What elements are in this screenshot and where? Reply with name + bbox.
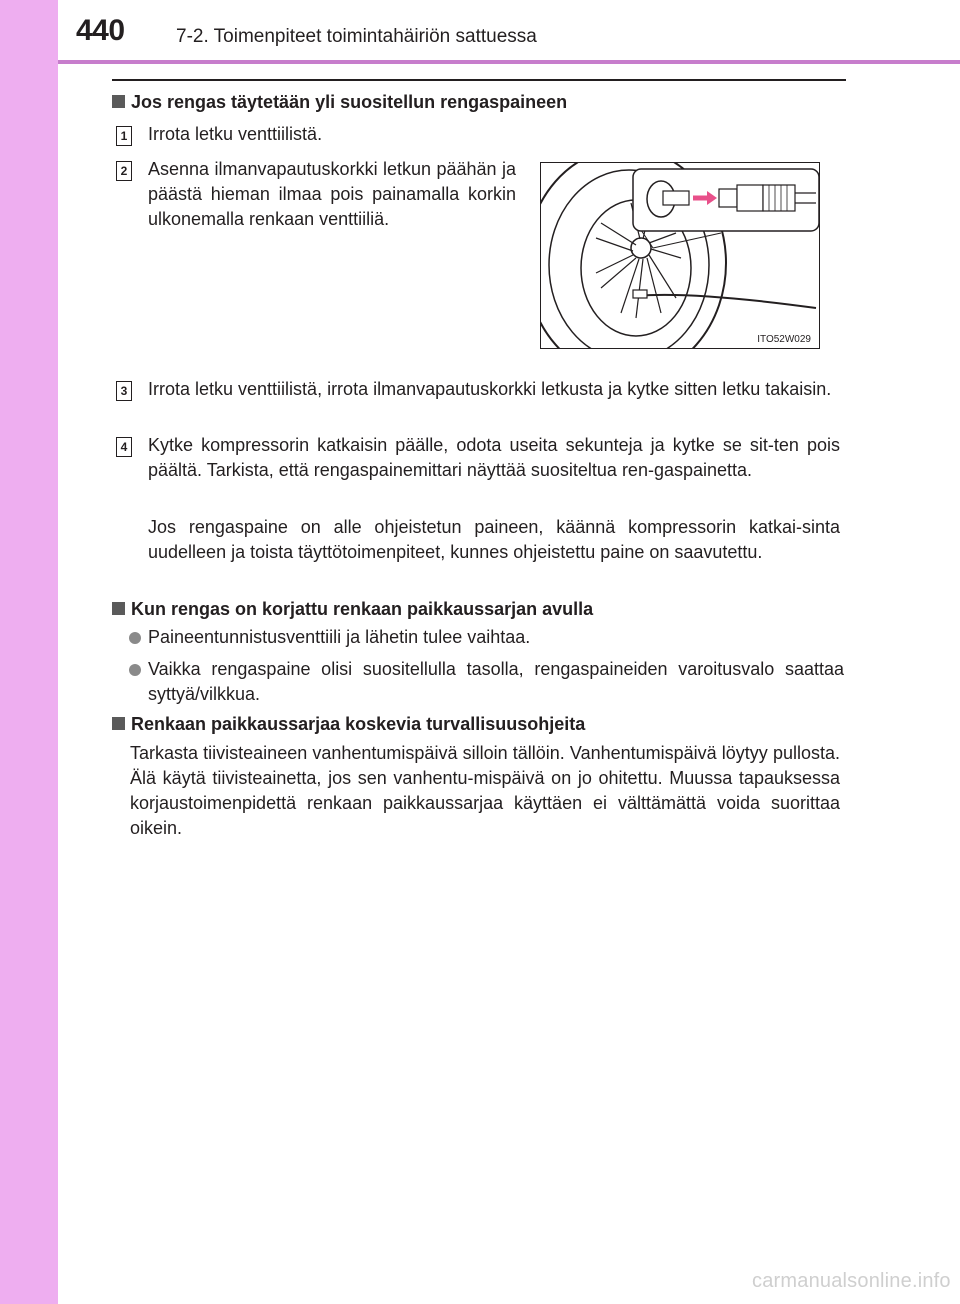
round-bullet-icon xyxy=(129,664,141,676)
step-text: Irrota letku venttiilistä. xyxy=(148,124,323,144)
bullet-text: Vaikka rengaspaine olisi suositellulla tasolla, rengaspaineiden varoitusvalo saattaa syttyä/vilkkua. xyxy=(148,659,844,704)
step-note: Jos rengaspaine on alle ohjeistetun paineen, käännä kompressorin katkai-sinta uudelleen ja toista täyttötoimenpiteet, kunnes ohjeistettu paine on saavutettu. xyxy=(148,517,840,562)
bullet-text: Paineentunnistusventtiili ja lähetin tulee vaihtaa. xyxy=(148,627,531,647)
section-heading-text: Jos rengas täytetään yli suositellun rengaspaineen xyxy=(131,92,568,112)
section-heading-text: Kun rengas on korjattu renkaan paikkaussarjan avulla xyxy=(131,599,594,619)
section-heading-after-repair xyxy=(112,599,593,620)
step-number: 2 xyxy=(116,161,132,181)
step-number: 3 xyxy=(116,381,132,401)
page-number: 440 xyxy=(76,14,125,47)
watermark: carmanualsonline.info xyxy=(752,1270,951,1292)
section-heading-overinflation xyxy=(112,92,567,113)
round-bullet-icon xyxy=(129,632,141,644)
step-number: 4 xyxy=(116,437,132,457)
step-text: Irrota letku venttiilistä, irrota ilmanvapautuskorkki letkusta ja kytke sitten letku takaisin. xyxy=(148,379,832,399)
step-text: Asenna ilmanvapautuskorkki letkun päähän ja päästä hieman ilmaa pois painamalla korkin ulkonemalla renkaan venttiiliä. xyxy=(148,159,516,229)
header-rule xyxy=(58,60,960,64)
tire-valve-drawing xyxy=(541,163,820,349)
section-heading-text: Renkaan paikkaussarjaa koskevia turvallisuusohjeita xyxy=(131,714,586,734)
section-heading-safety xyxy=(112,714,585,735)
step-number: 1 xyxy=(116,126,132,146)
step-text: Kytke kompressorin katkaisin päälle, odota useita sekunteja ja kytke se sit-ten pois päältä. Tarkista, että rengaspainemittari näyttää suositeltua ren-gaspainetta. xyxy=(148,435,840,480)
square-bullet-icon xyxy=(112,717,125,730)
figure-code: ITO52W029 xyxy=(757,334,811,345)
side-color-band xyxy=(0,0,58,1304)
valve-illustration xyxy=(540,162,820,349)
square-bullet-icon xyxy=(112,602,125,615)
square-bullet-icon xyxy=(112,95,125,108)
section-rule xyxy=(112,79,846,81)
safety-text: Tarkasta tiivisteaineen vanhentumispäivä silloin tällöin. Vanhentumispäivä löytyy pullosta. Älä käytä tiivisteainetta, jos sen vanhentu-mispäivä on jo ohitettu. Muussa tapauksessa korjaustoimenpidettä renkaan paikkaussarjaa käyttäen ei välttämättä voida suorittaa oikein. xyxy=(130,743,840,838)
chapter-title: 7-2. Toimenpiteet toimintahäiriön sattuessa xyxy=(176,26,537,47)
